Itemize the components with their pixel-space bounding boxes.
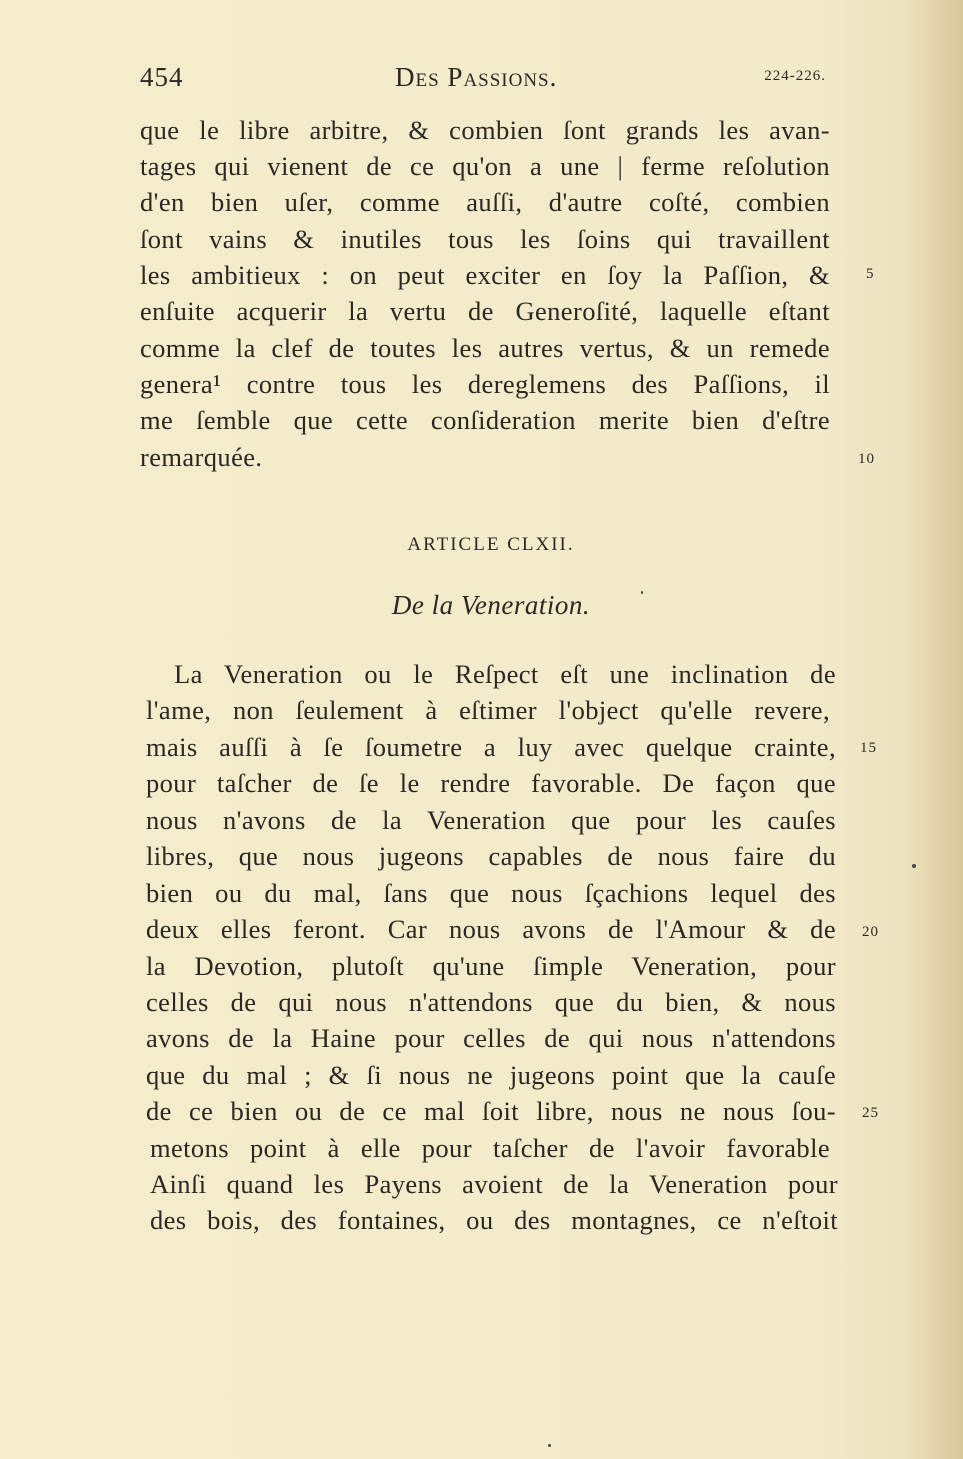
page-number: 454 (140, 62, 184, 92)
text-line: enſuite acquerir la vertu de Generoſité, laquelle eſtant (140, 296, 830, 326)
running-title: Des Passions. (395, 62, 558, 92)
text-line: celles de qui nous n'attendons que du bien, & nous (146, 987, 836, 1017)
text-line: me ſemble que cette conſideration merite bien d'eſtre (140, 405, 830, 435)
page-reference: 224-226. (764, 68, 826, 84)
line-number: 25 (862, 1105, 879, 1121)
text-line: Ainſi quand les Payens avoient de la Veneration pour (150, 1169, 838, 1199)
line-number: 20 (862, 924, 879, 940)
text-line: comme la clef de toutes les autres vertus, & un remede (140, 333, 830, 363)
text-line: ſont vains & inutiles tous les ſoins qui travaillent (140, 224, 830, 254)
text-line: l'ame, non ſeulement à eſtimer l'object qu'elle revere, (146, 695, 830, 725)
text-line: des bois, des fontaines, ou des montagnes, ce n'eſtoit (150, 1205, 838, 1235)
text-line: d'en bien uſer, comme auſſi, d'autre coſté, combien (140, 187, 830, 217)
line-number: 15 (860, 740, 877, 756)
ink-speck (641, 591, 643, 594)
article-heading: ARTICLE CLXII. (407, 534, 575, 555)
ink-speck (912, 864, 916, 868)
text-line: La Veneration ou le Reſpect eſt une inclination de (174, 659, 836, 689)
text-line: metons point à elle pour taſcher de l'avoir favorable (150, 1133, 830, 1163)
text-line: genera¹ contre tous les dereglemens des Paſſions, il (140, 369, 830, 399)
text-line: de ce bien ou de ce mal ſoit libre, nous ne nous ſou- (146, 1096, 836, 1126)
text-line: avons de la Haine pour celles de qui nous n'attendons (146, 1023, 836, 1053)
text-line: libres, que nous jugeons capables de nous faire du (146, 841, 836, 871)
line-number: 10 (858, 451, 875, 467)
text-line: mais auſſi à ſe ſoumetre a luy avec quelque crainte, (146, 732, 836, 762)
text-line: tages qui vienent de ce qu'on a une | ferme reſolution (140, 151, 830, 181)
text-line: que le libre arbitre, & combien ſont grands les avan- (140, 115, 830, 145)
text-line: deux elles feront. Car nous avons de l'Amour & de (146, 914, 836, 944)
text-line: remarquée. (140, 442, 263, 472)
text-line: les ambitieux : on peut exciter en ſoy la Paſſion, & (140, 260, 830, 290)
line-number: 5 (866, 266, 875, 282)
text-line: nous n'avons de la Veneration que pour les cauſes (146, 805, 836, 835)
text-line: bien ou du mal, ſans que nous ſçachions lequel des (146, 878, 836, 908)
ink-speck (548, 1444, 551, 1447)
text-line: pour taſcher de ſe le rendre favorable. De façon que (146, 768, 836, 798)
article-title: De la Veneration. (391, 590, 591, 620)
page-header (140, 62, 830, 96)
text-line: la Devotion, plutoſt qu'une ſimple Veneration, pour (146, 951, 836, 981)
text-line: que du mal ; & ſi nous ne jugeons point que la cauſe (146, 1060, 836, 1090)
